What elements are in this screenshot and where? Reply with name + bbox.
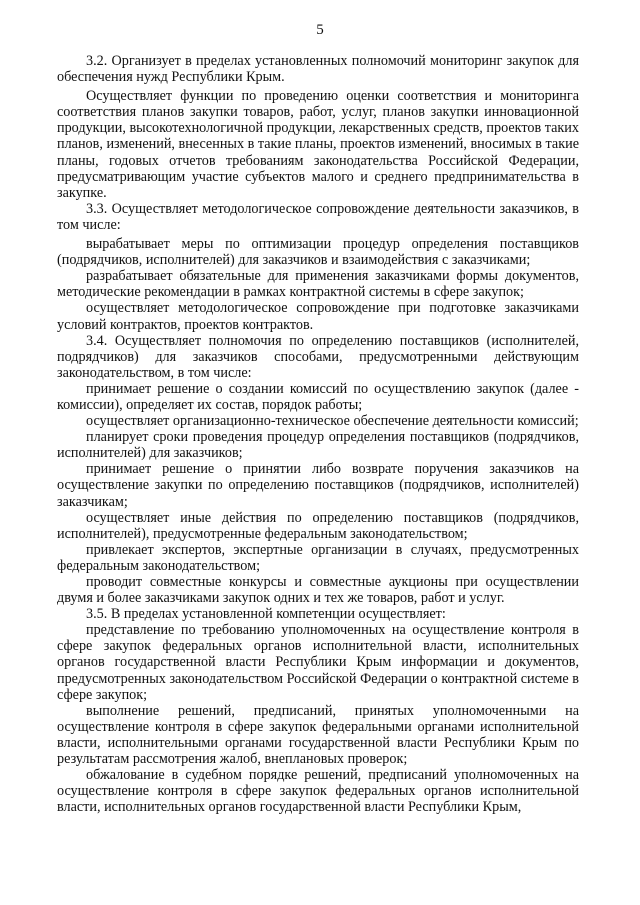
paragraph-measures: вырабатывает меры по оптимизации процедур определения поставщиков (подрядчиков, исполнителей) для заказчиков и взаимодействия с заказчиками; (57, 236, 579, 269)
paragraph-assignment-decision: принимает решение о принятии либо возврате поручения заказчиков на осуществление закупки по определению поставщиков (подрядчиков, исполнителей) заказчикам; (57, 461, 579, 510)
paragraph-3-3: 3.3. Осуществляет методологическое сопровождение деятельности заказчиков, в том числе: (57, 200, 579, 233)
page-number: 5 (316, 22, 324, 38)
paragraph-other-actions: осуществляет иные действия по определению поставщиков (подрядчиков, исполнителей), предусмотренные федеральным законодательством; (57, 509, 579, 542)
paragraph-experts: привлекает экспертов, экспертные организации в случаях, предусмотренных федеральным законодательством; (57, 541, 579, 574)
paragraph-3-2: 3.2. Организует в пределах установленных полномочий мониторинг закупок для обеспечения нужд Республики Крым. (57, 53, 579, 86)
paragraph-information-provision: представление по требованию уполномоченных на осуществление контроля в сфере закупок федеральных органов исполнительной власти, исполнительных органов государственной власти Республики Крым информации и документов, предусмотренных законодательством Российской Федерации о контрактной системе в сфере закупок; (57, 622, 579, 703)
paragraph-contract-support: осуществляет методологическое сопровождение при подготовке заказчиками условий контрактов, проектов контрактов. (57, 300, 579, 333)
paragraph-3-4: 3.4. Осуществляет полномочия по определению поставщиков (исполнителей, подрядчиков) для заказчиков способами, предусмотренными действующим законодательством, в том числе: (57, 332, 579, 381)
paragraph-monitoring-functions: Осуществляет функции по проведению оценки соответствия и мониторинга соответствия планов закупки товаров, работ, услуг, планов закупки инновационной продукции, высокотехнологичной продукции, лекарственных средств, проектов таких планов, изменений, внесенных в такие планы, проектов изменений, вносимых в такие планы, годовых отчетов требованиям законодательства Российской Федерации, предусматривающим участие субъектов малого и среднего предпринимательства в закупке. (57, 88, 579, 201)
paragraph-forms: разрабатывает обязательные для применения заказчиками формы документов, методические рекомендации в рамках контрактной системы в сфере закупок; (57, 268, 579, 301)
paragraph-planning: планирует сроки проведения процедур определения поставщиков (подрядчиков, исполнителей) для заказчиков; (57, 429, 579, 462)
paragraph-3-5: 3.5. В пределах установленной компетенции осуществляет: (86, 606, 446, 623)
paragraph-decisions-execution: выполнение решений, предписаний, принятых уполномоченными на осуществление контроля в сфере закупок федеральными органами исполнительной власти, исполнительными органами государственной власти Республики Крым по результатам рассмотрения жалоб, внеплановых проверок; (57, 702, 579, 768)
document-body (57, 53, 579, 815)
paragraph-commissions: принимает решение о создании комиссий по осуществлению закупок (далее - комиссии), определяет их состав, порядок работы; (57, 380, 579, 413)
paragraph-appeal: обжалование в судебном порядке решений, предписаний уполномоченных на осуществление контроля в сфере закупок федеральных органов исполнительной власти, исполнительных органов государственной власти Республики Крым, (57, 767, 579, 816)
paragraph-technical-support: осуществляет организационно-техническое обеспечение деятельности комиссий; (86, 413, 579, 430)
paragraph-joint-tenders: проводит совместные конкурсы и совместные аукционы при осуществлении двумя и более заказчиками закупок одних и тех же товаров, работ и услуг. (57, 574, 579, 607)
